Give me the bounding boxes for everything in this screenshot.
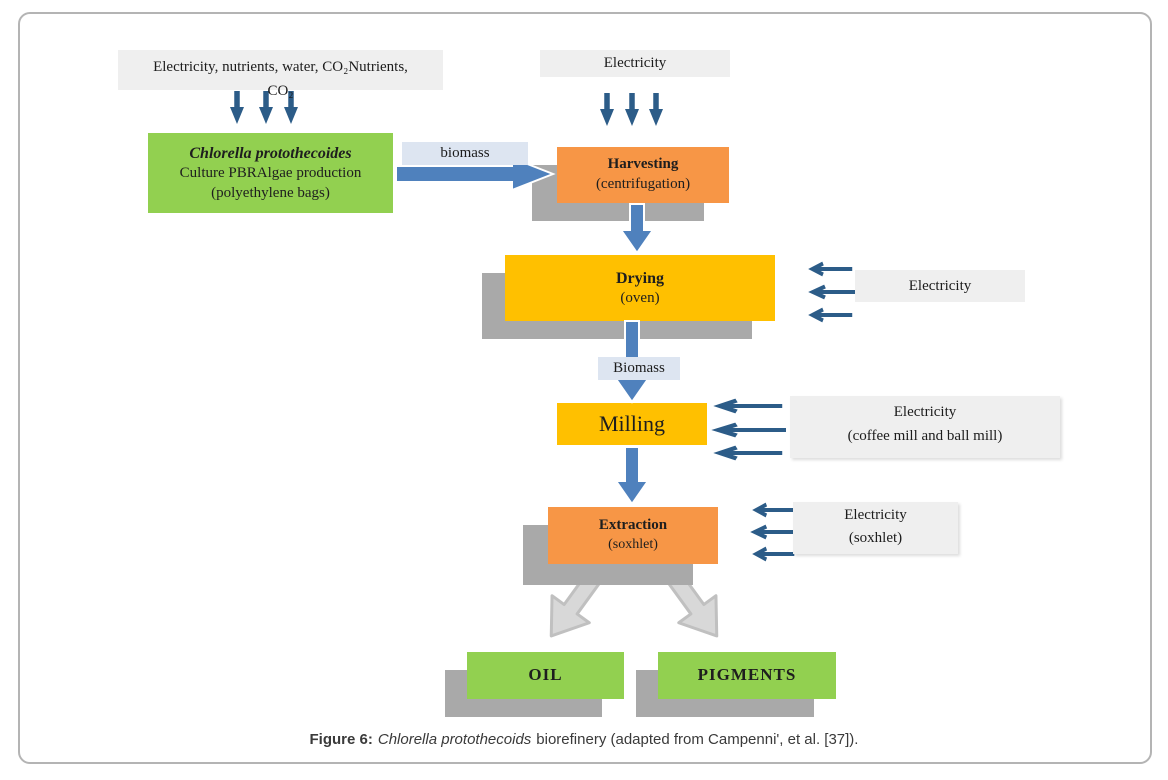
electricity-harvesting-label: Electricity: [540, 50, 730, 77]
culture-line3: (polyethylene bags): [211, 184, 330, 201]
figure-caption-label: Figure 6:: [309, 731, 373, 748]
electricity-milling-line2: (coffee mill and ball mill): [847, 428, 1003, 444]
inputs-top-left-label: [118, 50, 443, 99]
milling-box: [557, 403, 707, 445]
drying-subtitle: (oven): [620, 289, 660, 306]
left-arrow-icon: [808, 262, 854, 276]
culture-line2: Culture PBRAlgae production: [179, 164, 362, 181]
left-arrow-icon: [752, 547, 796, 561]
oil-box: [467, 652, 624, 699]
biomass-flow-label: biomass: [402, 142, 528, 165]
electricity-extraction-label: [793, 502, 958, 554]
pigments-box: [658, 652, 836, 699]
down-arrow-icon: [647, 92, 665, 128]
figure-caption: [0, 731, 1168, 748]
harvesting-title: Harvesting: [607, 156, 679, 173]
drying-title: Drying: [616, 269, 664, 287]
figure-caption-text: biorefinery (adapted from Campenni', et al. [37]).: [536, 731, 859, 748]
left-arrow-icon: [713, 446, 785, 460]
left-arrow-icon: [808, 285, 860, 299]
electricity-extraction-line1: Electricity: [844, 507, 907, 523]
extraction-subtitle: (soxhlet): [608, 537, 658, 553]
down-arrow-icon: [598, 92, 616, 128]
inputs-top-left-line1: Electricity, nutrients, water, CO₂Nutrients,: [153, 59, 408, 75]
down-arrow-icon: [619, 203, 655, 255]
extraction-title: Extraction: [598, 517, 668, 534]
culture-box: [148, 133, 393, 213]
left-arrow-icon: [713, 399, 785, 413]
drying-box: [505, 255, 775, 321]
down-arrow-icon: [614, 446, 650, 506]
biomass-flow-label-2: Biomass: [598, 357, 680, 380]
electricity-milling-line1: Electricity: [893, 404, 957, 420]
milling-title: Milling: [598, 411, 665, 437]
oil-label: OIL: [528, 665, 563, 685]
electricity-extraction-line2: (soxhlet): [848, 530, 903, 546]
harvesting-subtitle: (centrifugation): [595, 176, 691, 192]
down-arrow-icon: [623, 92, 641, 128]
extraction-box: [548, 507, 718, 564]
harvesting-box: [557, 147, 729, 203]
pigments-label: PIGMENTS: [697, 665, 797, 685]
left-arrow-icon: [808, 308, 854, 322]
figure-caption-species: Chlorella protothecoids: [377, 731, 532, 748]
electricity-milling-label: [790, 396, 1060, 458]
left-arrow-icon: [752, 503, 796, 517]
culture-species: Chlorella protothecoides: [189, 144, 352, 162]
left-arrow-icon: [711, 423, 789, 437]
inputs-top-left-line2-clipped: CO₂: [267, 83, 294, 99]
electricity-drying-label: Electricity: [855, 270, 1025, 302]
